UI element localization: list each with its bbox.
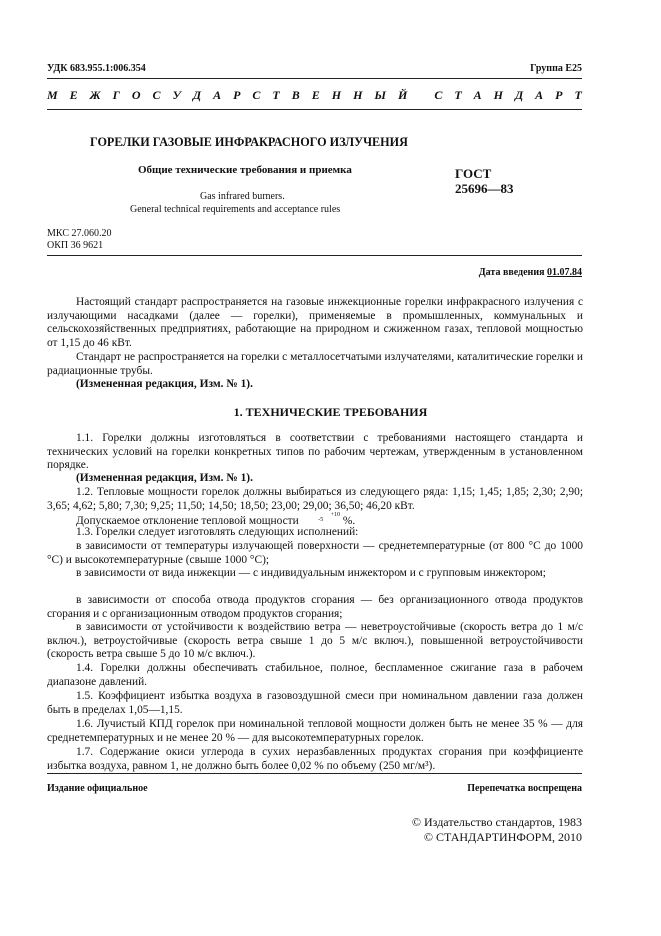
official-edition: Издание официальное	[47, 783, 148, 794]
clause-1-5: 1.5. Коэффициент избытка воздуха в газовоздушной смеси при номинальном давлении газа должен быть в пределах 1,05—1,15.	[47, 690, 583, 716]
group-code: Группа Е25	[530, 63, 582, 74]
banner-letter: Е	[69, 88, 78, 102]
gost-number: 25696—83	[455, 181, 514, 196]
banner-letter: Ж	[89, 88, 101, 102]
banner-letter: Р	[233, 88, 241, 102]
banner-letter: Т	[454, 88, 462, 102]
clause-1-2: 1.2. Тепловые мощности горелок должны выбираться из следующего ряда: 1,15; 1,45; 1,85; 2,30; 2,90; 3,65; 4,62; 5,80; 7,30; 9,25; 11,50; 14,50; 18,50; 23,00; 29,00; 36,50; 46,20 кВт.	[47, 486, 583, 512]
banner-letter: А	[213, 88, 222, 102]
banner-letter: С	[152, 88, 161, 102]
clause-1-7: 1.7. Содержание окиси углерода в сухих неразбавленных продуктах сгорания при коэффициенте избытка воздуха, равном 1, не должно быть более 0,02 % по объему (250 мг/м³).	[47, 746, 583, 772]
footer-rule	[47, 773, 582, 774]
header-rule-bottom	[47, 109, 582, 110]
udk-code: УДК 683.955.1:006.354	[47, 63, 146, 74]
tolerance-upper: +10	[330, 512, 340, 518]
scope-paragraph: Настоящий стандарт распространяется на газовые инжекционные горелки инфракрасного излучения с излучающими насадками (далее — горелки), применяемые в промышленных, коммунальных и сельскохозяйственных предприятиях, работающие на природном и сжиженном газах, тепловой мощностью от 1,15 до 46 кВт.	[47, 296, 583, 349]
banner-letter: С	[252, 88, 261, 102]
clause-1-3: 1.3. Горелки следует изготовлять следующих исполнений:	[76, 526, 359, 538]
english-title-line-2: General technical requirements and acceptance rules	[130, 204, 341, 215]
reprint-prohibited: Перепечатка воспрещена	[467, 783, 582, 794]
banner-letter: Д	[192, 88, 202, 102]
banner-letter: А	[535, 88, 544, 102]
tolerance-text: Допускаемое отклонение тепловой мощности	[76, 515, 299, 527]
clause-1-4: 1.4. Горелки должны обеспечивать стабильное, полное, беспламенное сжигание газа в рабочем диапазоне давлений.	[47, 662, 583, 688]
clause-1-1: 1.1. Горелки должны изготовляться в соответствии с требованиями настоящего стандарта и технических условий на горелки конкретных типов по рабочим чертежам, утвержденным в установленном порядке.	[47, 432, 583, 472]
mks-code: МКС 27.060.20	[47, 228, 112, 239]
copyright-standartinform: © СТАНДАРТИНФОРМ, 2010	[423, 830, 582, 844]
tolerance-lower: -5	[318, 517, 324, 523]
banner-letter: А	[473, 88, 482, 102]
banner-letter: Н	[331, 88, 342, 102]
banner-letter: Ы	[374, 88, 387, 102]
introduction-date-value: 01.07.84	[547, 267, 582, 278]
header-rule	[47, 78, 582, 79]
amendment-note: (Измененная редакция, Изм. № 1).	[76, 378, 253, 390]
banner-letter: Г	[112, 88, 120, 102]
banner-letter: М	[47, 88, 58, 102]
banner-letter: С	[434, 88, 443, 102]
okp-code: ОКП 36 9621	[47, 240, 104, 251]
tolerance-unit: %.	[342, 515, 356, 527]
copyright-publisher: © Издательство стандартов, 1983	[411, 815, 582, 829]
banner-letter: Й	[398, 88, 408, 102]
document-subtitle: Общие технические требования и приемка	[138, 164, 352, 176]
copyright-block	[412, 815, 582, 845]
introduction-date-label: Дата введения	[478, 267, 545, 278]
banner-letter: Д	[514, 88, 524, 102]
clause-1-3-temperature: в зависимости от температуры излучающей поверхности — среднетемпературные (от 800 °С до 1000 °С) и высокотемпературные (свыше 1000 °С);	[47, 540, 583, 566]
clause-1-3-wind: в зависимости от устойчивости к воздействию ветра — неветроустойчивые (скорость ветра до 1 м/с включ.), ветроустойчивые (скорость ветра свыше 1 до 5 м/с включ.), повышенной ветроустойчивости (скорость ветра свыше 5 до 10 м/с включ.).	[47, 621, 583, 661]
banner-letter: У	[172, 88, 181, 102]
banner-letter	[419, 88, 422, 103]
banner-letter: Е	[311, 88, 320, 102]
clause-1-6: 1.6. Лучистый КПД горелок при номинальной тепловой мощности должен быть не менее 35 % — для среднетемпературных и не менее 20 % — для высокотемпературных горелок.	[47, 718, 583, 744]
standard-type-banner	[47, 88, 582, 103]
clause-1-3-injection: в зависимости от вида инжекции — с индивидуальным инжектором и с групповым инжектором;	[76, 567, 546, 579]
clause-1-3-exhaust: в зависимости от способа отвода продуктов сгорания — без организационного отвода продуктов сгорания и с организационным отводом продуктов сгорания;	[47, 594, 583, 620]
clause-1-1-amendment: (Измененная редакция, Изм. № 1).	[76, 472, 253, 484]
section-heading: 1. ТЕХНИЧЕСКИЕ ТРЕБОВАНИЯ	[233, 405, 428, 419]
banner-letter: В	[291, 88, 300, 102]
title-rule	[47, 255, 582, 256]
banner-letter: Р	[555, 88, 563, 102]
banner-letter: О	[131, 88, 141, 102]
introduction-date	[479, 267, 582, 278]
exclusion-paragraph: Стандарт не распространяется на горелки с металлосетчатыми излучателями, каталитические горелки и радиационные трубы.	[47, 351, 583, 377]
english-title-line-1: Gas infrared burners.	[200, 191, 285, 202]
banner-letter: Т	[272, 88, 280, 102]
banner-letter: Н	[493, 88, 503, 102]
banner-letter: Т	[574, 88, 582, 102]
gost-label: ГОСТ	[455, 166, 492, 181]
tolerance-limits	[302, 513, 340, 523]
banner-letter: Н	[353, 88, 363, 102]
document-title: ГОРЕЛКИ ГАЗОВЫЕ ИНФРАКРАСНОГО ИЗЛУЧЕНИЯ	[90, 135, 408, 149]
